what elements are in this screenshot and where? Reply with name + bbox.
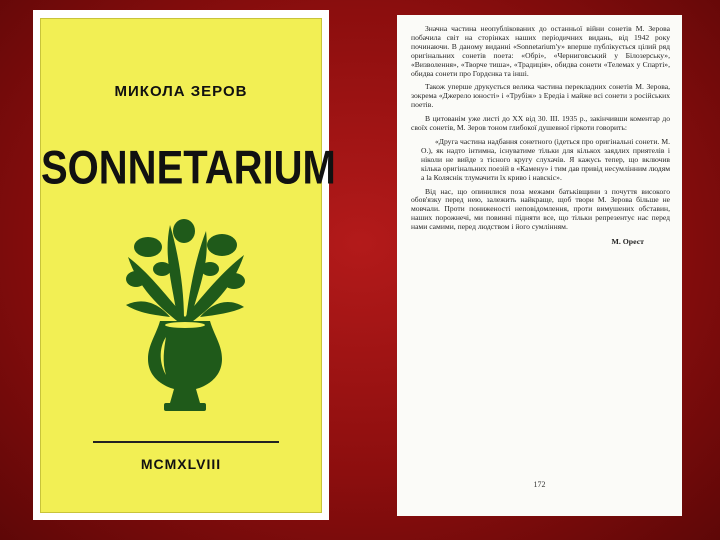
flower-vase-icon [118,217,252,417]
page-paragraph: Значна частина неопублікованих до останньої війни сонетів М. Зерова побачила світ на сторінках наших періодичних видань, від 1942 року починаючи. В даному виданні «Sonnetarium'у» вперше публікується цілий ряд оригінальних сонетів поета: «Обрі», «Черниговський у Білозерську», «Визволення», «Творче тиша», «Традиція», обидва сонети «Телемах у Спарті», обидва сонети про Гордєнка та інші. [411,24,670,78]
cover-author: МИКОЛА ЗЕРОВ [114,83,248,100]
text-page [397,15,682,516]
page-signature: М. Орест [611,237,644,247]
page-number: 172 [533,480,546,489]
page-paragraph: Від нас, що опинилися поза межами батьківщини з почуття високого обов'язку перед нею, залежить найкраще, щоб твори М. Зерова більше не мовчали. Проти пониженості неповідомлення, проти вимушених обставин, наших порожнечі, ми повинні підняти все, що тільки репрезентує нас перед нами самими, перед людством і його сумлінням. [411,186,670,232]
page-paragraph: Також уперше друкується велика частина перекладних сонетів М. Зерова, зокрема «Джерело юності» і «Трубіж» з Ередіа і майже всі сонети з російських поетів. [411,82,670,110]
cover-divider [93,441,279,443]
cover-title: SONNETARIUM [41,142,336,194]
page-paragraph: В цитованім уже листі до XX від 30. III. 1935 р., закінчивши коментар до своїх сонетів, М. Зеров тоном глибокої душевної гіркоти говорить: [411,114,670,133]
page-quote: «Друга частина надбання сонетного (ідеться про оригінальні сонети. М. О.), як надто інтимна, існуватиме тільки для кількох заядлих приятелів і ніколи не вийде з тісного кругу слухачів. Я кажусь тепер, що включив кілька оригінальних поезій в «Камену» і тим дав привід несумлінним людям а la Коляснік тлумачити їх криво і навскіс». [421,136,671,182]
cover-year: MCMXLVIII [140,456,222,472]
book-cover [40,18,336,513]
